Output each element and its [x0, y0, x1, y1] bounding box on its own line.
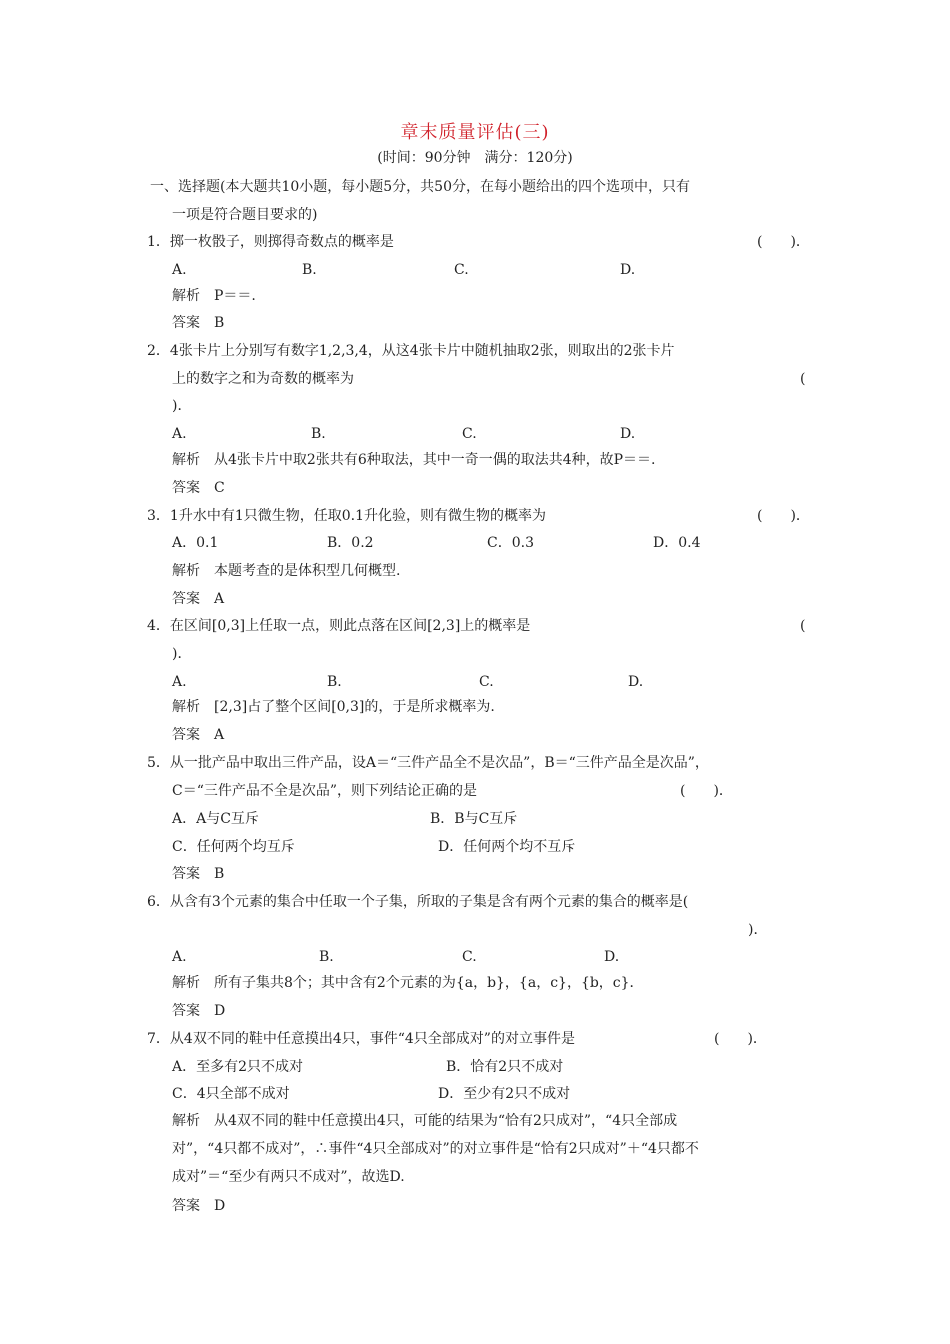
q2-stem: 2．4张卡片上分别写有数字1,2,3,4，从这4张卡片中随机抽取2张，则取出的2张卡片 — [147, 343, 675, 359]
section-heading-cont: 一项是符合题目要求的) — [172, 207, 318, 223]
q1-option-b: B. — [302, 262, 317, 278]
q1-paren: ( )． — [757, 234, 810, 250]
q6-answer: 答案 D — [172, 1003, 226, 1019]
q7-option-d: D．至少有2只不成对 — [438, 1086, 571, 1102]
q5-option-a: A．A与C互斥 — [172, 811, 259, 827]
q2-stem-cont: 上的数字之和为奇数的概率为 — [172, 371, 354, 387]
q5-option-c: C．任何两个均互斥 — [172, 839, 295, 855]
q2-option-a: A. — [172, 426, 187, 442]
q3-option-b: B．0.2 — [327, 535, 374, 551]
q1-answer: 答案 B — [172, 315, 225, 331]
q5-option-d: D．任何两个均不互斥 — [438, 839, 576, 855]
q5-paren: ( )． — [680, 783, 733, 799]
q2-option-c: C. — [462, 426, 477, 442]
q4-answer: 答案 A — [172, 727, 225, 743]
q4-option-a: A. — [172, 674, 187, 690]
q3-option-d: D．0.4 — [653, 535, 701, 551]
q3-stem: 3．1升水中有1只微生物，任取0.1升化验，则有微生物的概率为 — [147, 508, 546, 524]
q6-analysis: 解析 所有子集共8个；其中含有2个元素的为{a，b}，{a，c}，{b，c}． — [172, 975, 644, 991]
q2-analysis: 解析 从4张卡片中取2张共有6种取法，其中一奇一偶的取法共4种，故P＝＝. — [172, 452, 656, 468]
q1-option-a: A. — [172, 262, 187, 278]
q4-analysis: 解析 [2,3]占了整个区间[0,3]的，于是所求概率为. — [172, 699, 495, 715]
q4-paren-close: )． — [172, 646, 192, 662]
q4-paren-open: ( — [800, 618, 806, 634]
q7-paren: ( )． — [714, 1031, 767, 1047]
q7-option-a: A．至多有2只不成对 — [172, 1059, 304, 1075]
q7-analysis: 解析 从4双不同的鞋中任意摸出4只，可能的结果为“恰有2只成对”，“4只全部成 — [172, 1113, 678, 1129]
q1-option-c: C. — [454, 262, 469, 278]
q5-stem-cont: C＝“三件产品不全是次品”，则下列结论正确的是 — [172, 783, 478, 799]
q7-option-b: B．恰有2只不成对 — [446, 1059, 564, 1075]
q5-option-b: B．B与C互斥 — [430, 811, 518, 827]
page-title: 章末质量评估(三) — [400, 122, 550, 143]
q2-paren-close: )． — [172, 398, 192, 414]
q3-answer: 答案 A — [172, 591, 225, 607]
q3-option-a: A．0.1 — [172, 535, 219, 551]
q4-option-d: D. — [628, 674, 644, 690]
q4-option-b: B. — [327, 674, 342, 690]
q2-option-b: B. — [311, 426, 326, 442]
q7-analysis-cont: 对”，“4只都不成对”，∴事件“4只全部成对”的对立事件是“恰有2只成对”＋“4只都不 — [172, 1141, 699, 1157]
q5-stem: 5．从一批产品中取出三件产品，设A＝“三件产品全不是次品”，B＝“三件产品全是次品”， — [147, 755, 709, 771]
q1-analysis: 解析 P＝＝. — [172, 288, 256, 304]
section-heading: 一、选择题(本大题共10小题，每小题5分，共50分，在每小题给出的四个选项中，只有 — [150, 179, 690, 195]
q4-stem: 4．在区间[0,3]上任取一点，则此点落在区间[2,3]上的概率是 — [147, 618, 531, 634]
q7-option-c: C．4只全部不成对 — [172, 1086, 290, 1102]
q6-option-d: D. — [604, 949, 620, 965]
q7-answer: 答案 D — [172, 1198, 226, 1214]
q1-stem: 1．掷一枚骰子，则掷得奇数点的概率是 — [147, 234, 394, 250]
q3-option-c: C．0.3 — [487, 535, 534, 551]
page-subtitle: (时间：90分钟 满分：120分) — [377, 150, 573, 166]
q6-option-c: C. — [462, 949, 477, 965]
q5-answer: 答案 B — [172, 866, 225, 882]
q6-paren-close: )． — [748, 922, 768, 938]
q6-option-a: A. — [172, 949, 187, 965]
q2-answer: 答案 C — [172, 480, 225, 496]
q6-stem: 6．从含有3个元素的集合中任取一个子集，所取的子集是含有两个元素的集合的概率是( — [147, 894, 689, 910]
q7-stem: 7．从4双不同的鞋中任意摸出4只，事件“4只全部成对”的对立事件是 — [147, 1031, 575, 1047]
q3-paren: ( )． — [757, 508, 810, 524]
q3-analysis: 解析 本题考查的是体积型几何概型. — [172, 563, 401, 579]
q7-analysis-cont2: 成对”＝“至少有两只不成对”，故选D. — [172, 1169, 405, 1185]
q4-option-c: C. — [479, 674, 494, 690]
q2-paren-open: ( — [800, 371, 806, 387]
q1-option-d: D. — [620, 262, 636, 278]
q2-option-d: D. — [620, 426, 636, 442]
q6-option-b: B. — [319, 949, 334, 965]
